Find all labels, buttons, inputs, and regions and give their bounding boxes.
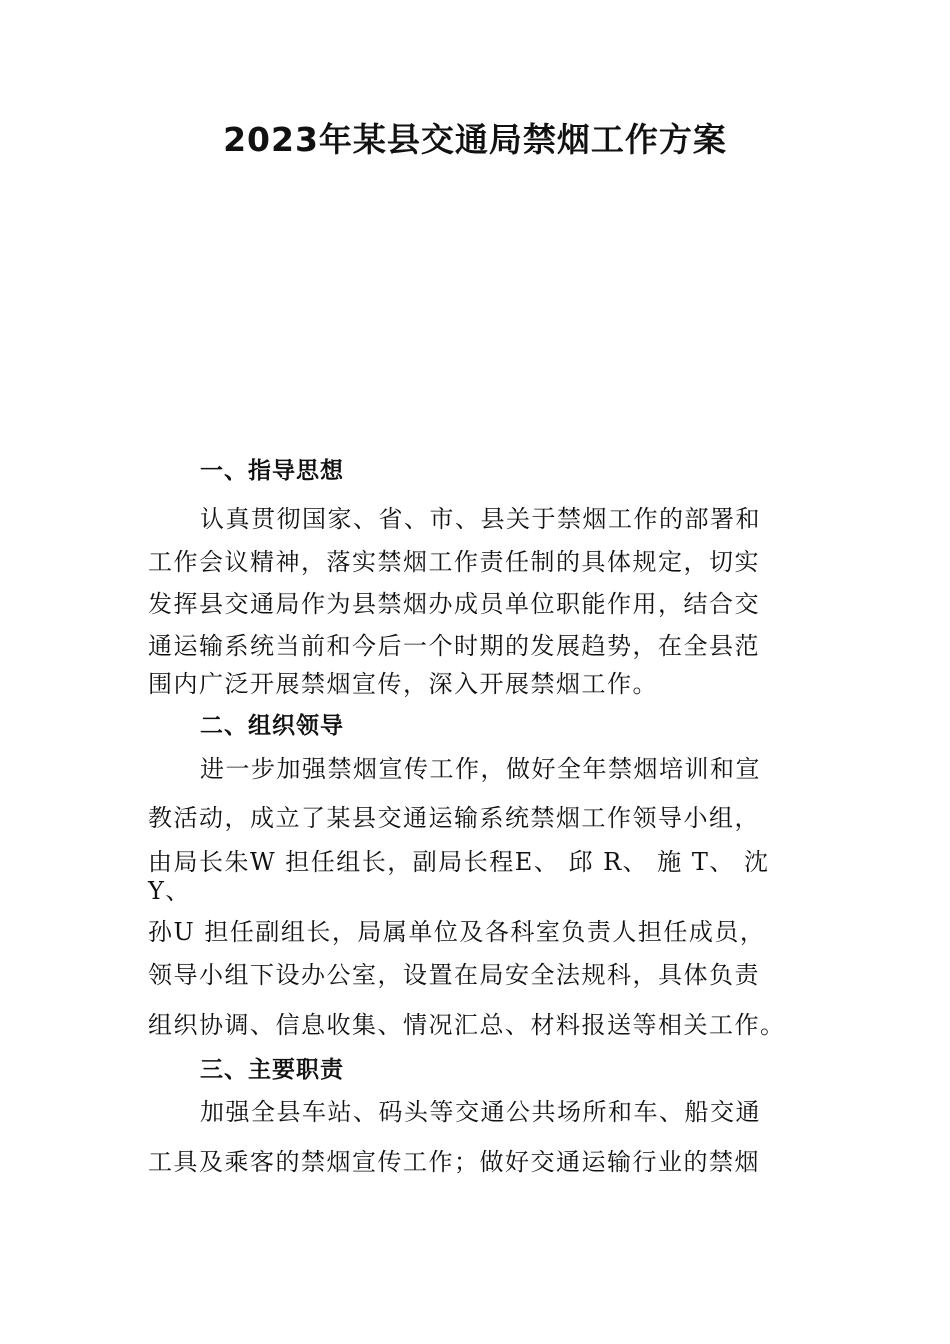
paragraph-line: 教活动，成立了某县交通运输系统禁烟工作领导小组， <box>148 804 760 832</box>
paragraph-line: 认真贯彻国家、省、市、县关于禁烟工作的部署和 <box>200 505 761 533</box>
paragraph-line: 由局长朱W 担任组长，副局长程E、 邱 R、 施 T、 沈 <box>148 848 770 876</box>
paragraph-line: 组织协调、信息收集、情况汇总、材料报送等相关工作。 <box>148 1011 786 1039</box>
document-title: 2023年某县交通局禁烟工作方案 <box>223 120 727 159</box>
section-heading-organization-leadership: 二、组织领导 <box>200 713 344 739</box>
paragraph-line: 工具及乘客的禁烟宣传工作；做好交通运输行业的禁烟 <box>148 1148 760 1176</box>
paragraph-line: 领导小组下设办公室，设置在局安全法规科，具体负责 <box>148 961 760 989</box>
paragraph-line: Y、 <box>148 877 191 905</box>
paragraph-line: 发挥县交通局作为县禁烟办成员单位职能作用，结合交 <box>148 590 760 618</box>
section-heading-guiding-ideology: 一、指导思想 <box>200 458 344 484</box>
paragraph-line: 围内广泛开展禁烟宣传，深入开展禁烟工作。 <box>148 670 658 698</box>
paragraph-line: 通运输系统当前和今后一个时期的发展趋势，在全县范 <box>148 632 760 660</box>
section-heading-main-responsibilities: 三、主要职责 <box>200 1057 344 1083</box>
paragraph-line: 进一步加强禁烟宣传工作，做好全年禁烟培训和宣 <box>200 755 761 783</box>
paragraph-line: 加强全县车站、码头等交通公共场所和车、船交通 <box>200 1098 761 1126</box>
paragraph-line: 工作会议精神，落实禁烟工作责任制的具体规定，切实 <box>148 548 760 576</box>
paragraph-line: 孙U 担任副组长，局属单位及各科室负责人担任成员， <box>148 918 766 946</box>
